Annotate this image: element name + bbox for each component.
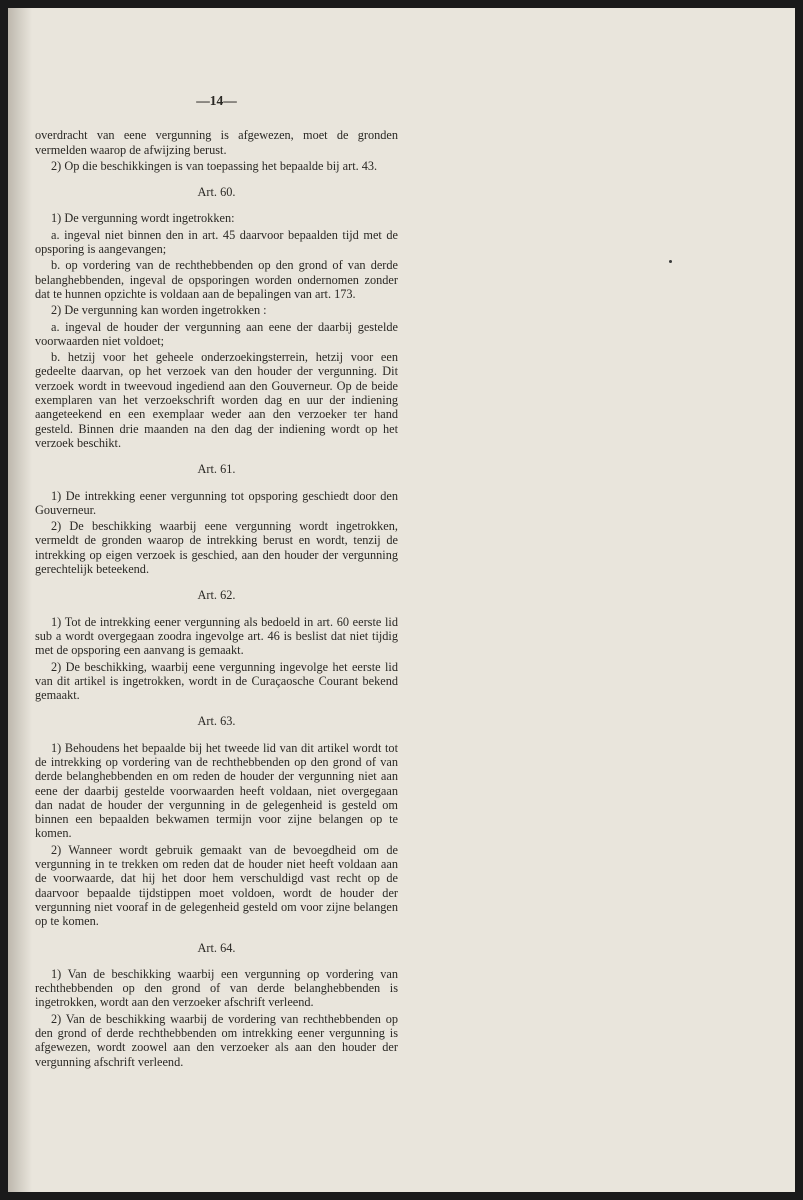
article-heading: Art. 62. <box>197 588 236 603</box>
paragraph: 2) De beschikking waarbij eene vergunning wordt ingetrokken, vermeldt de gronden waarop de intrekking berust en wordt, tenzij de intrekking op eigen verzoek is geschied, aan den houder der vergunning gerechtelijk beteekend. <box>35 519 398 577</box>
paragraph: 1) De vergunning wordt ingetrokken: <box>51 211 235 226</box>
paragraph: 1) Tot de intrekking eener vergunning als bedoeld in art. 60 eerste lid sub a wordt overgegaan zoodra ingevolge art. 46 is beslist dat niet tijdig met de opsporing een aanvang is gemaakt. <box>35 614 398 658</box>
page-edge-shadow <box>8 8 32 1192</box>
paragraph: a. ingeval de houder der vergunning aan eene der daarbij gestelde voorwaarden niet voldoet; <box>35 319 398 348</box>
page-number: —14— <box>196 93 237 108</box>
paragraph: overdracht van eene vergunning is afgewezen, moet de gronden vermelden waarop de afwijzing berust. <box>35 128 398 157</box>
paragraph: b. hetzij voor het geheele onderzoekingsterrein, hetzij voor een gedeelte daarvan, op het verzoek van den houder der vergunning. Dit verzoek wordt in tweevoud ingediend aan den Gouverneur. Op de beide exemplaren van het verzoekschrift worden dag en uur der indiening aangeteekend en een exemplaar weder aan den verzoeker ter hand gesteld. Binnen drie maanden na den dag der indiening wordt op het verzoek beschikt. <box>35 350 398 450</box>
page-content <box>35 94 398 1071</box>
document-page <box>8 8 795 1192</box>
article-heading: Art. 64. <box>197 940 236 955</box>
paragraph: a. ingeval niet binnen den in art. 45 daarvoor bepaalden tijd met de opsporing is aangevangen; <box>35 227 398 257</box>
paragraph: b. op vordering van de rechthebbenden op den grond of van derde belanghebbenden, ingeval de opsporingen worden ondernomen zonder dat te hunnen opzichte is voldaan aan de bepalingen van art. 173. <box>35 258 398 301</box>
paragraph: 2) Wanneer wordt gebruik gemaakt van de bevoegdheid om de vergunning in te trekken om reden dat de houder niet heeft voldaan aan de voorwaarde, dat hij het door hem verschuldigd vast recht op de daarvoor bepaalde tijdstippen moet voldoen, wordt de houder der vergunning niet vooraf in de gelegenheid gesteld om voor zijne belangen op te komen. <box>35 842 398 929</box>
paragraph: 2) De beschikking, waarbij eene vergunning ingevolge het eerste lid van dit artikel is ingetrokken, wordt in de Curaçaosche Courant bekend gemaakt. <box>35 659 398 703</box>
paper-speck <box>669 260 672 263</box>
text-blocks <box>35 128 398 1069</box>
paragraph: 2) De vergunning kan worden ingetrokken : <box>51 303 267 318</box>
paragraph: 1) De intrekking eener vergunning tot opsporing geschiedt door den Gouverneur. <box>35 488 398 517</box>
article-heading: Art. 61. <box>197 462 236 477</box>
paragraph: 1) Van de beschikking waarbij een vergunning op vordering van rechthebbenden op den grond of van derde belanghebbenden is ingetrokken, wordt aan den verzoeker afschrift verleend. <box>35 966 398 1010</box>
paragraph: 1) Behoudens het bepaalde bij het tweede lid van dit artikel wordt tot de intrekking op vordering van de rechthebbenden op den grond of van derde belanghebbenden en om reden de houder der vergunning niet aan eene der daarbij gestelde voorwaarden heeft voldaan, niet overgegaan dan nadat de houder der vergunning in de gelegenheid is gesteld om binnen een bepaalden bekwamen termijn voor zijne belangen op te komen. <box>35 740 398 841</box>
paragraph: 2) Op die beschikkingen is van toepassing het bepaalde bij art. 43. <box>51 158 378 173</box>
article-heading: Art. 63. <box>197 714 236 729</box>
paragraph: 2) Van de beschikking waarbij de vordering van rechthebbenden op den grond of derde rechthebbenden om intrekking eener vergunning is afgewezen, wordt zoowel aan den verzoeker als aan den houder der vergunning afschrift verleend. <box>35 1011 398 1069</box>
article-heading: Art. 60. <box>197 185 236 200</box>
